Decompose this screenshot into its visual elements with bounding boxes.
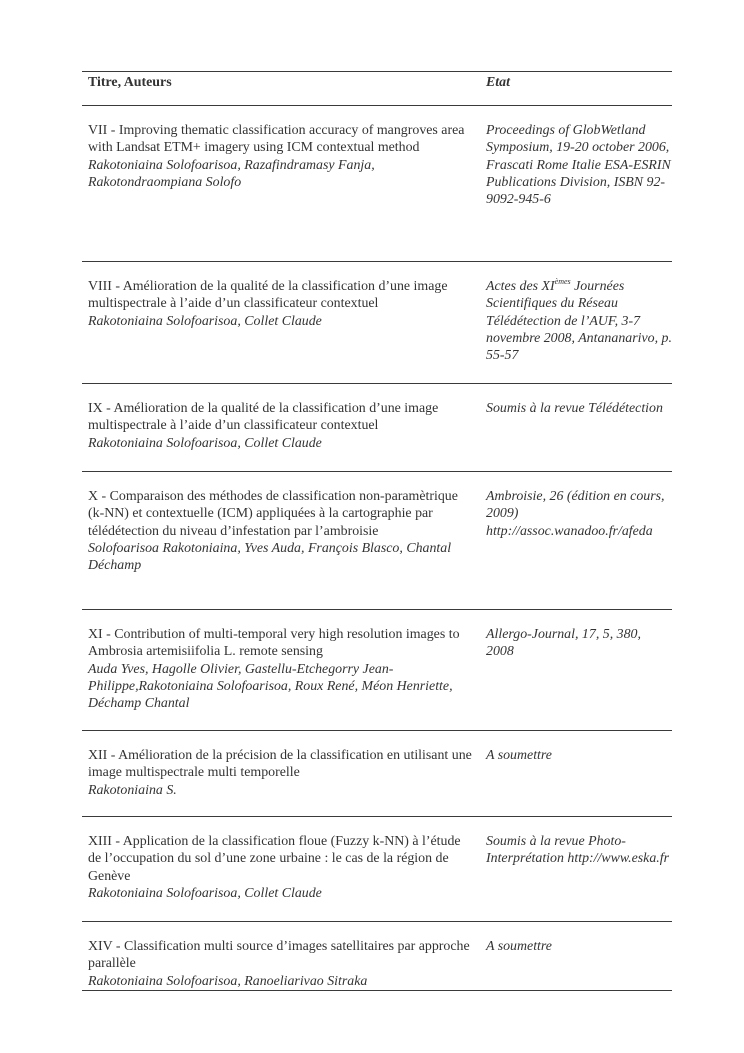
title-authors-cell [82, 472, 479, 610]
publication-authors: Rakotoniaina Solofoarisoa, Collet Claude [88, 435, 322, 451]
header-title-authors: Titre, Auteurs [82, 72, 479, 106]
title-authors-cell [82, 731, 479, 817]
publication-title: X - Comparaison des méthodes de classification non-paramètrique (k-NN) et contextuelle (ICM) appliquées à la cartographie par télédétection du niveau d’infestation par l’ambroisie [88, 489, 458, 539]
table-row [82, 472, 672, 610]
title-authors-cell [82, 384, 479, 472]
status-superscript: èmes [554, 277, 571, 286]
publication-title: XII - Amélioration de la précision de la classification en utilisant une image multispectrale multi temporelle [88, 748, 472, 781]
title-authors-cell [82, 106, 479, 262]
table-row [82, 731, 672, 817]
publication-title: IX - Amélioration de la qualité de la classification d’une image multispectrale à l’aide d’un classificateur contextuel [88, 401, 439, 434]
publication-authors: Rakotoniaina Solofoarisoa, Collet Claude [88, 313, 322, 329]
table-row [82, 384, 672, 472]
header-etat: Etat [479, 72, 672, 106]
status-cell [479, 731, 672, 817]
publication-status: Soumis à la revue Télédétection [486, 401, 663, 416]
status-cell [479, 610, 672, 731]
table-row [82, 610, 672, 731]
title-authors-cell [82, 922, 479, 991]
publication-title: XI - Contribution of multi-temporal very high resolution images to Ambrosia artemisiifolia L. remote sensing [88, 627, 460, 660]
table-row [82, 817, 672, 922]
publication-status: A soumettre [486, 748, 552, 763]
publication-title: VII - Improving thematic classification accuracy of mangroves area with Landsat ETM+ imagery using ICM contextual method [88, 123, 465, 156]
publication-status: Ambroisie, 26 (édition en cours, 2009) http://assoc.wanadoo.fr/afeda [486, 489, 665, 539]
publication-authors: Rakotoniaina Solofoarisoa, Razafindramasy Fanja, Rakotondraompiana Solofo [88, 157, 375, 190]
publication-title: VIII - Amélioration de la qualité de la classification d’une image multispectrale à l’aide d’un classificateur contextuel [88, 279, 448, 312]
publication-status: A soumettre [486, 939, 552, 954]
publication-status: Allergo-Journal, 17, 5, 380, 2008 [486, 627, 641, 660]
publication-title: XIV - Classification multi source d’images satellitaires par approche parallèle [88, 939, 470, 972]
title-authors-cell [82, 817, 479, 922]
table-row [82, 262, 672, 384]
status-cell [479, 384, 672, 472]
publication-authors: Solofoarisoa Rakotoniaina, Yves Auda, François Blasco, Chantal Déchamp [88, 540, 452, 574]
publication-authors: Rakotoniaina S. [88, 782, 177, 798]
table-header-row [82, 72, 672, 106]
publication-authors: Rakotoniaina Solofoarisoa, Collet Claude [88, 885, 322, 901]
publication-authors: Rakotoniaina Solofoarisoa, Ranoeliarivao Sitraka [88, 973, 368, 989]
table-row [82, 922, 672, 991]
status-cell [479, 472, 672, 610]
title-authors-cell [82, 610, 479, 731]
publication-status [486, 278, 672, 364]
publication-title: XIII - Application de la classification floue (Fuzzy k-NN) à l’étude de l’occupation du sol d’une zone urbaine : le cas de la région de Genève [88, 834, 461, 884]
status-cell [479, 106, 672, 262]
status-cell [479, 922, 672, 991]
status-text-post: Journées Scientifiques du Réseau Télédétection de l’AUF, 3-7 novembre 2008, Antananarivo, p. 55-57 [486, 279, 672, 364]
table-row [82, 106, 672, 262]
publications-table [82, 71, 672, 991]
title-authors-cell [82, 262, 479, 384]
status-cell [479, 262, 672, 384]
publication-status: Proceedings of GlobWetland Symposium, 19-20 october 2006, Frascati Rome Italie ESA-ESRIN Publications Division, ISBN 92-9092-945-6 [486, 123, 671, 208]
publication-status: Soumis à la revue Photo-Interprétation http://www.eska.fr [486, 834, 670, 867]
publication-authors: Auda Yves, Hagolle Olivier, Gastellu-Etchegorry Jean-Philippe,Rakotoniaina Solofoarisoa, Roux René, Méon Henriette, Déchamp Chantal [88, 661, 453, 712]
status-text-pre: Actes des XI [486, 279, 555, 294]
status-cell [479, 817, 672, 922]
